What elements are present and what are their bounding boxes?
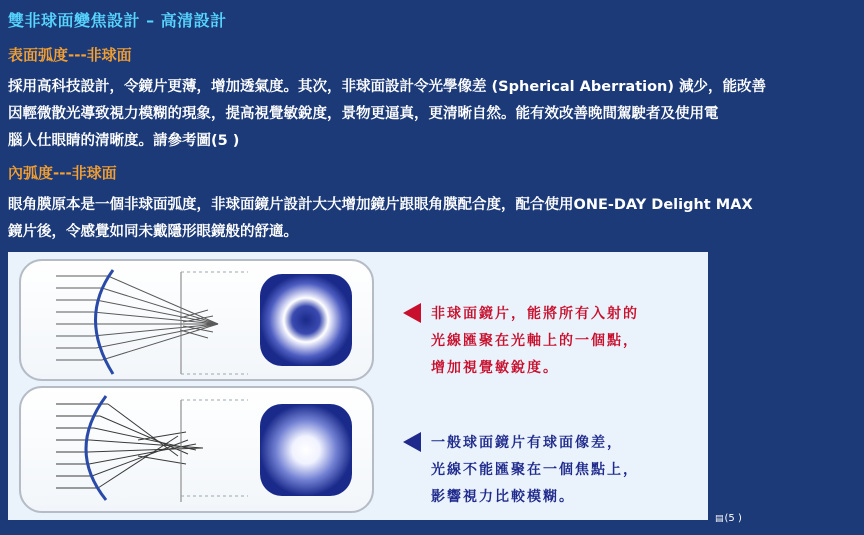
image-icon: ▤ — [715, 514, 724, 524]
blurred-spot — [260, 404, 352, 496]
aspheric-text-line: 非球面鏡片，能將所有入射的 — [431, 306, 639, 322]
spherical-lens-panel — [20, 387, 373, 512]
paragraph-line: 腦人仕眼睛的清晰度。請參考圖(5 ) — [8, 133, 240, 149]
spherical-text-line: 影響視力比較模糊。 — [431, 489, 575, 505]
section-paragraph-surface — [8, 74, 858, 155]
lens-comparison-figure — [8, 252, 708, 520]
caption-text: (5 ) — [724, 513, 742, 524]
aspheric-text-line: 光線匯聚在光軸上的一個點， — [431, 333, 639, 349]
aspheric-lens-panel — [20, 260, 373, 380]
section-heading-inner: 內弧度---非球面 — [8, 164, 117, 182]
focused-spot — [260, 274, 352, 366]
spherical-text-line: 光線不能匯聚在一個焦點上， — [431, 462, 639, 478]
aspheric-text-line: 增加視覺敏銳度。 — [431, 360, 559, 376]
figure-caption — [715, 513, 742, 524]
red-arrow-icon — [403, 303, 421, 323]
lens-diagram — [8, 252, 708, 520]
blue-arrow-icon — [403, 432, 421, 452]
paragraph-line: 採用高科技設計，令鏡片更薄，增加透氣度。其次，非球面設計令光學像差 (Spherical Aberration) 減少，能改善 — [8, 79, 767, 95]
spherical-text-line: 一般球面鏡片有球面像差， — [431, 435, 623, 451]
paragraph-line: 鏡片後，令感覺如同未戴隱形眼鏡般的舒適。 — [8, 224, 298, 240]
page-title: 雙非球面變焦設計 – 高清設計 — [8, 11, 227, 30]
section-paragraph-inner — [8, 192, 858, 246]
section-heading-surface: 表面弧度---非球面 — [8, 46, 132, 64]
paragraph-line: 因輕微散光導致視力模糊的現象，提高視覺敏銳度，景物更逼真，更清晰自然。能有效改善晚間駕駛者及使用電 — [8, 106, 719, 122]
paragraph-line: 眼角膜原本是一個非球面弧度，非球面鏡片設計大大增加鏡片跟眼角膜配合度，配合使用ONE-DAY Delight MAX — [8, 197, 753, 213]
